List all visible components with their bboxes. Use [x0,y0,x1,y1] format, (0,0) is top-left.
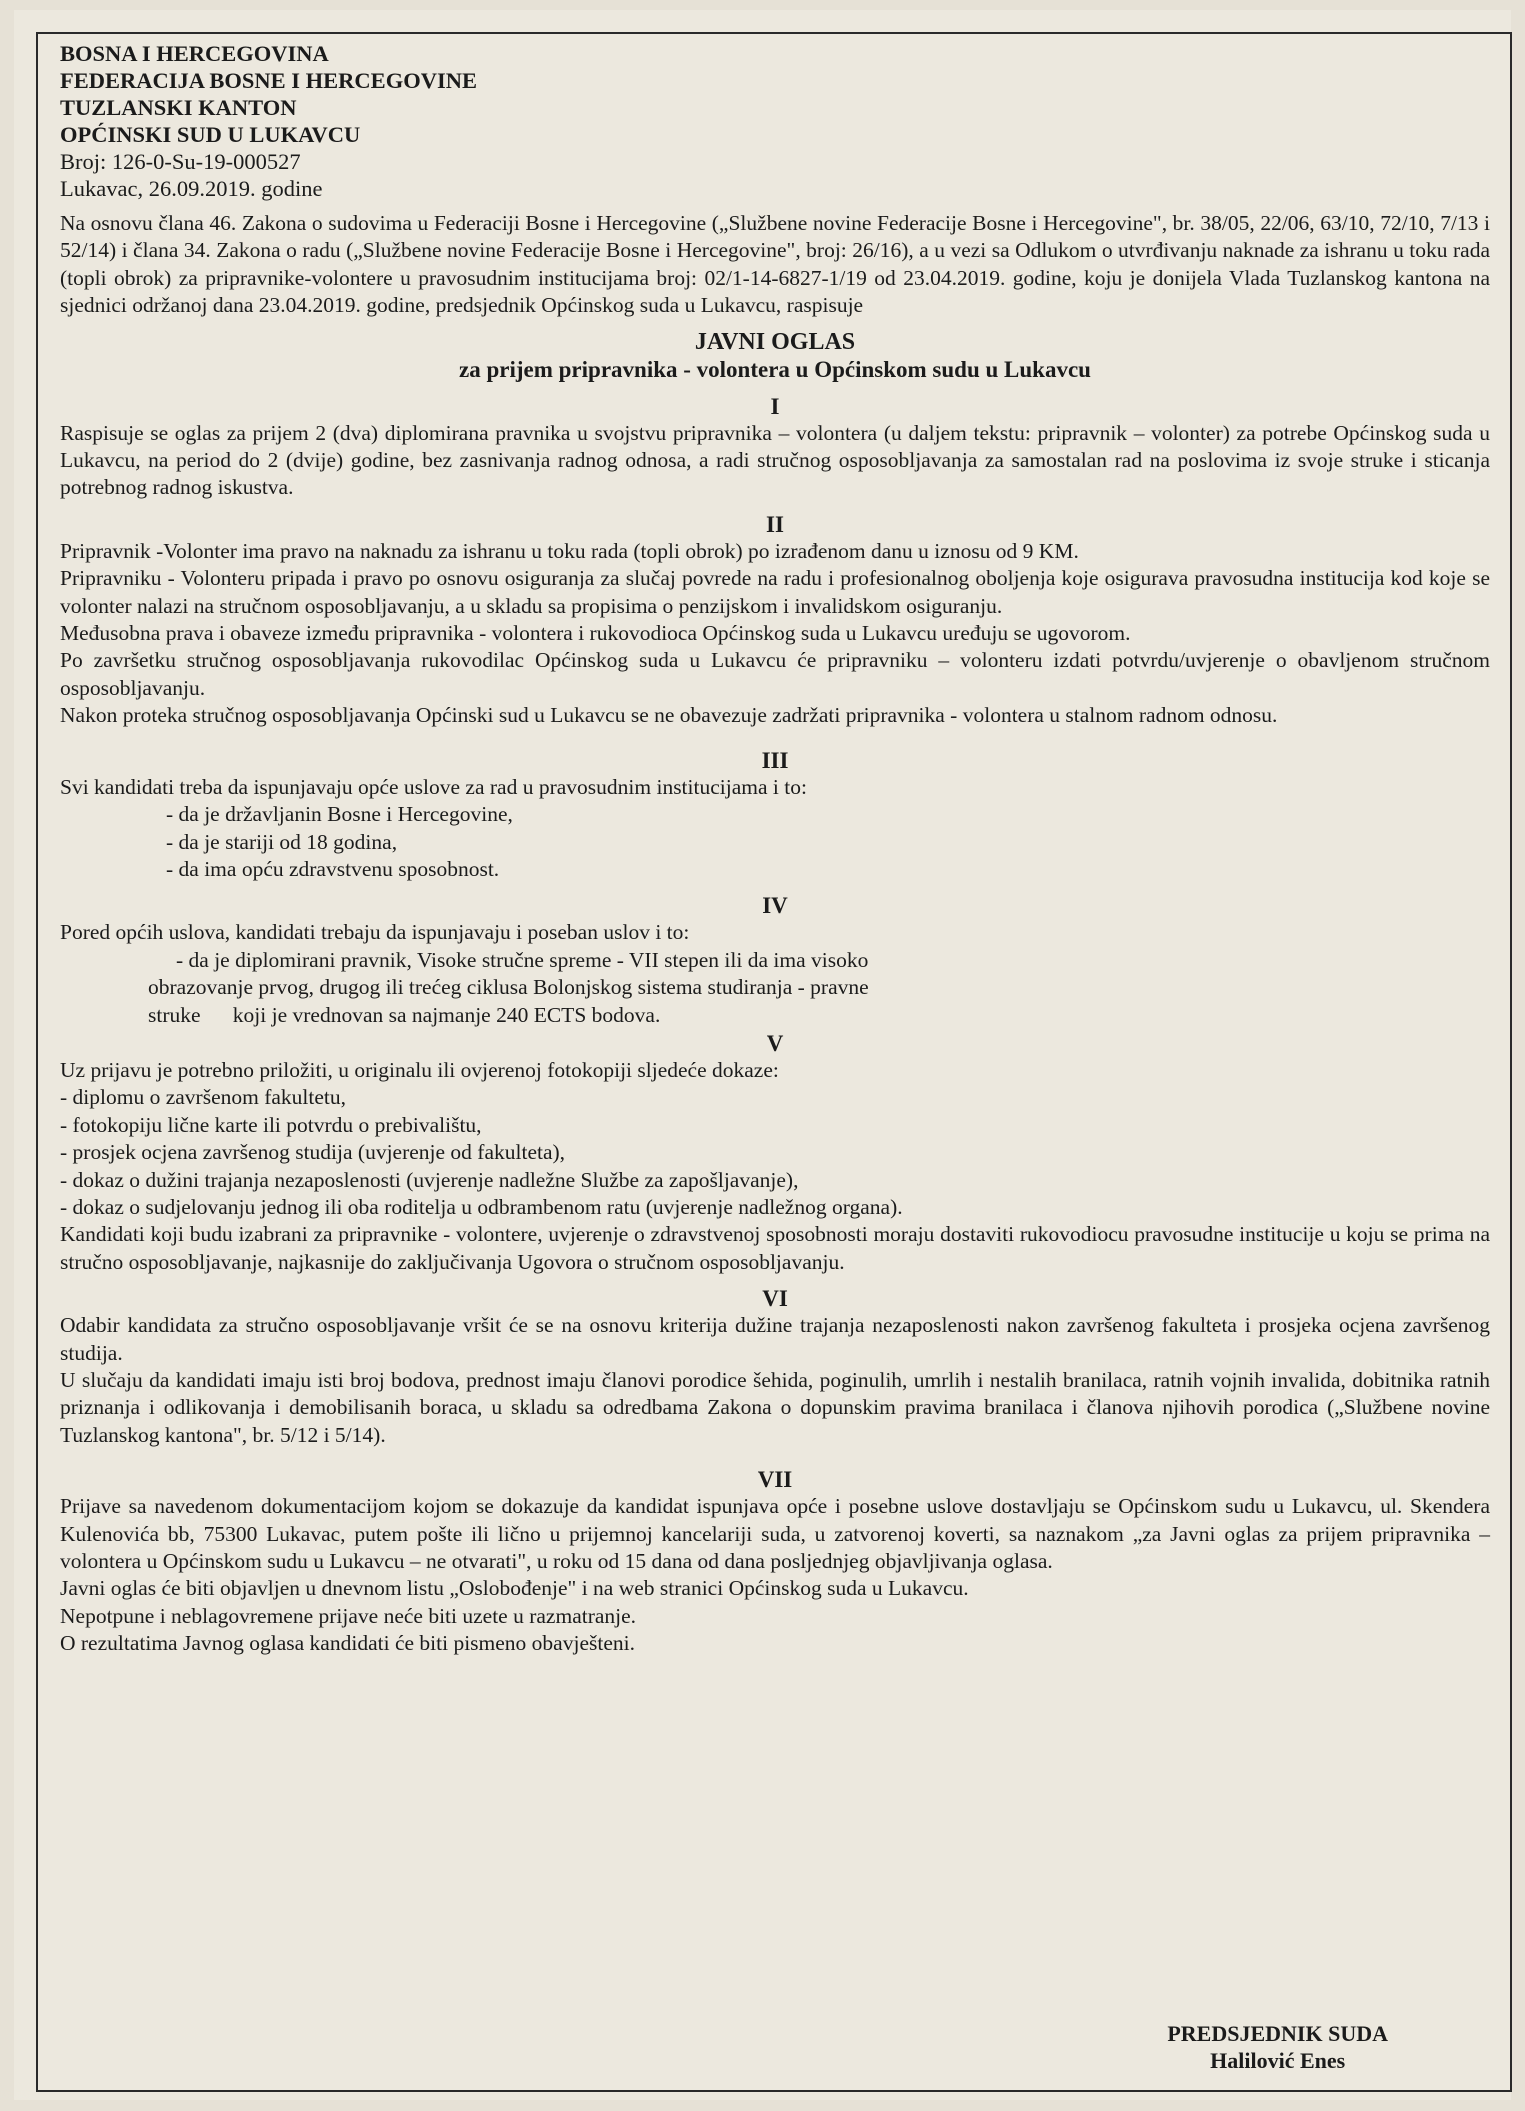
section-2-paragraph: Međusobna prava i obaveze između pripravnika - volontera i rukovodioca Općinskog suda u Lukavcu uređuju se ugovorom. [60,621,1131,646]
section-5-list-item: - diplomu o završenom fakultetu, [60,1085,346,1110]
section-4-intro: Pored općih uslova, kandidati trebaju da ispunjavaju i poseban uslov i to: [60,920,690,945]
section-7-paragraph: Prijave sa navedenom dokumentacijom kojom se dokazuje da kandidat ispunjava opće i posebne uslove dostavljaju se Općinskom sudu u Lukavcu, ul. Skendera Kulenovića bb, 75300 Lukavac, putem pošte ili lično u prijemnoj kancelariji suda, u zatvorenoj koverti, sa naznakom „za Javni oglas za prijem pripravnika – volontera u Općinskom sudu u Lukavcu – ne otvarati", u roku od 15 dana od dana posljednjeg objavljivanja oglasa. [60,1494,1490,1574]
section-2-paragraph: Pripravnik -Volonter ima pravo na naknadu za ishranu u toku rada (topli obrok) po izrađenom danu u iznosu od 9 KM. [60,538,1079,563]
signature-name: Halilović Enes [1210,2048,1346,2073]
section-3-list-item: - da je stariji od 18 godina, [166,829,398,854]
signature-block [1167,2020,1388,2074]
section-5-intro: Uz prijavu je potrebno priložiti, u originalu ili ovjerenoj fotokopiji sljedeće dokaze: [60,1057,779,1082]
section-heading-1: I [770,393,780,419]
section-5-list-item: - prosjek ocjena završenog studija (uvjerenje od fakulteta), [60,1140,566,1165]
section-heading-7: VII [757,1467,793,1493]
header-country: BOSNA I HERCEGOVINA [60,41,329,66]
document-date: Lukavac, 26.09.2019. godine [60,176,323,201]
section-6-paragraph: U slučaju da kandidati imaju isti broj bodova, prednost imaju članovi porodice šehida, poginulih, umrlih i nestalih branilaca, ratnih vojnih invalida, dobitnika ratnih priznanja i odlikovanja i demobilisanih boraca, u skladu sa odredbama Zakona o dopunskim pravima branilaca i članova njihovih porodica („Službene novine Tuzlanskog kantona", br. 5/12 i 5/14). [60,1368,1490,1447]
section-3-list-item: - da ima opću zdravstvenu sposobnost. [166,856,500,881]
section-7-paragraph: O rezultatima Javnog oglasa kandidati će biti pismeno obavješteni. [60,1631,635,1656]
announcement-frame [36,32,1512,2092]
document-subtitle: za prijem pripravnika - volontera u Općinskom sudu u Lukavcu [459,356,1091,382]
section-2-paragraph: Nakon proteka stručnog osposobljavanja Općinski sud u Lukavcu se ne obavezuje zadržati pripravnika - volontera u stalnom radnom odnosu. [60,703,1278,728]
section-5-list-item: - dokaz o sudjelovanju jednog ili oba roditelja u odbrambenom ratu (uvjerenje nadležnog organa). [60,1194,903,1219]
section-4-line: struke koji je vrednovan sa najmanje 240 ECTS bodova. [148,1002,661,1027]
section-4-line: obrazovanje prvog, drugog ili trećeg ciklusa Bolonjskog sistema studiranja - pravne [148,975,869,1000]
document-number: Broj: 126-0-Su-19-000527 [60,149,301,174]
section-3-intro: Svi kandidati treba da ispunjavaju opće uslove za rad u pravosudnim institucijama i to: [60,774,807,799]
intro-paragraph: Na osnovu člana 46. Zakona o sudovima u Federaciji Bosne i Hercegovine („Službene novine Federacije Bosne i Hercegovine", br. 38/05, 22/06, 63/10, 72/10, 7/13 i 52/14) i člana 34. Zakona o radu („Službene novine Federacije Bosne i Hercegovine", broj: 26/16), a u vezi sa Odlukom o utvrđivanju naknade za ishranu u toku rada (topli obrok) za pripravnike-volontere u pravosudnim institucijama broj: 02/1-14-6827-1/19 od 23.04.2019. godine, koju je donijela Vlada Tuzlanskog kantona na sjednici održanoj dana 23.04.2019. godine, predsjednik Općinskog suda u Lukavcu, raspisuje [60,211,1490,318]
section-7-paragraph: Nepotpune i neblagovremene prijave neće biti uzete u razmatranje. [60,1603,637,1628]
section-5-paragraph: Kandidati koji budu izabrani za pripravnike - volontere, uvjerenje o zdravstvenoj sposobnosti moraju dostaviti rukovodiocu pravosudne institucije u koju se prima na stručno osposobljavanje, najkasnije do zaključivanja Ugovora o stručnom osposobljavanju. [60,1222,1490,1274]
header-court: OPĆINSKI SUD U LUKAVCU [60,122,361,147]
section-6-paragraph: Odabir kandidata za stručno osposobljavanje vršit će se na osnovu kriterija dužine trajanja nezaposlenosti nakon završenog fakulteta i prosjeka ocjena završenog studija. [60,1313,1490,1365]
newspaper-page [14,10,1511,2100]
section-2-paragraph: Po završetku stručnog osposobljavanja rukovodilac Općinskog suda u Lukavcu će pripravniku – volonteru izdati potvrdu/uvjerenje o obavljenom stručnom osposobljavanju. [60,648,1490,700]
section-heading-4: IV [762,893,788,919]
section-heading-6: VI [762,1286,788,1312]
header-federation: FEDERACIJA BOSNE I HERCEGOVINE [60,68,477,93]
section-5-list-item: - fotokopiju lične karte ili potvrdu o prebivalištu, [60,1112,482,1137]
section-heading-5: V [766,1030,784,1056]
section-5-list-item: - dokaz o dužini trajanja nezaposlenosti (uvjerenje nadležne Službe za zapošljavanje), [60,1167,799,1192]
document-header [60,40,1490,202]
section-4-line: - da je diplomirani pravnik, Visoke stručne spreme - VII stepen ili da ima visoko [176,947,869,972]
section-1-text: Raspisuje se oglas za prijem 2 (dva) diplomirana pravnika u svojstvu pripravnika – volontera (u daljem tekstu: pripravnik – volonter) za potrebe Općinskog suda u Lukavcu, na period do 2 (dvije) godine, bez zasnivanja radnog odnosa, a radi stručnog osposobljavanja za samostalan rad na poslovima iz svoje struke i sticanja potrebnog radnog iskustva. [60,420,1490,500]
section-heading-3: III [761,747,789,773]
signature-role: PREDSJEDNIK SUDA [1167,2021,1388,2046]
document-title: JAVNI OGLAS [694,328,856,355]
header-canton: TUZLANSKI KANTON [60,95,297,120]
section-7-paragraph: Javni oglas će biti objavljen u dnevnom listu „Oslobođenje" i na web stranici Općinskog suda u Lukavcu. [60,1576,969,1601]
section-2-paragraph: Pripravniku - Volonteru pripada i pravo po osnovu osiguranja za slučaj povrede na radu i profesionalnog oboljenja koje osigurava pravosudna institucija kod koje se volonter nalazi na stručnom osposobljavanju, a u skladu sa propisima o penzijskom i invalidskom osiguranju. [60,566,1490,618]
section-heading-2: II [766,511,784,537]
section-3-list-item: - da je državljanin Bosne i Hercegovine, [166,802,513,827]
